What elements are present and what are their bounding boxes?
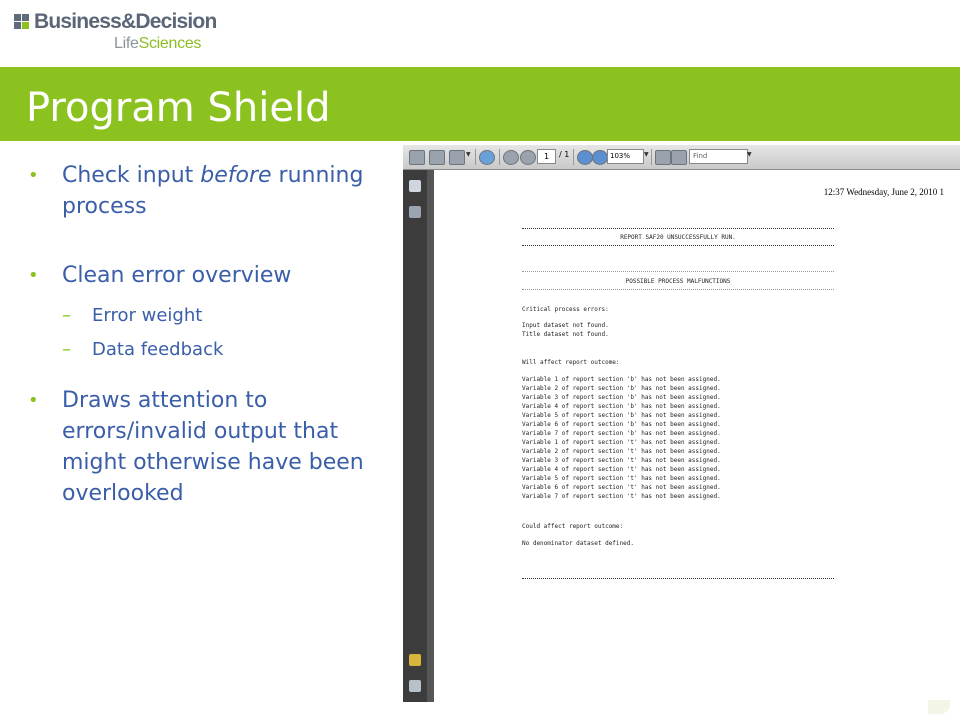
sub-bullet-data-feedback [28, 333, 388, 367]
zoom-select[interactable]: 103% [607, 149, 644, 164]
logo-brand: Business&Decision [34, 10, 217, 33]
bullet-text: Check input [62, 163, 201, 188]
toolbar-divider [475, 149, 476, 165]
report-line: Input dataset not found. [522, 322, 609, 329]
report-line: Variable 3 of report section 'b' has not been assigned. [522, 394, 721, 401]
report-line: Variable 4 of report section 't' has not been assigned. [522, 466, 721, 473]
email-icon[interactable] [449, 150, 465, 165]
chevron-down-icon[interactable]: ▼ [747, 151, 752, 158]
save-icon[interactable] [429, 150, 445, 165]
report-separator [522, 228, 834, 229]
pages-icon[interactable] [409, 180, 421, 192]
print-icon[interactable] [409, 150, 425, 165]
bullet-list [28, 160, 388, 509]
chevron-down-icon[interactable]: ▼ [466, 151, 471, 158]
pdf-page [434, 170, 960, 702]
report-line: Variable 3 of report section 't' has not been assigned. [522, 457, 721, 464]
report-timestamp: 12:37 Wednesday, June 2, 2010 1 [823, 187, 944, 197]
report-line: Variable 7 of report section 't' has not been assigned. [522, 493, 721, 500]
comments-icon[interactable] [409, 654, 421, 666]
slide-corner-decoration [928, 700, 950, 714]
report-line: Variable 2 of report section 'b' has not been assigned. [522, 385, 721, 392]
toolbar-divider [573, 149, 574, 165]
report-line: Variable 6 of report section 'b' has not been assigned. [522, 421, 721, 428]
refresh-icon[interactable] [479, 150, 495, 165]
section-heading: Critical process errors: [522, 306, 609, 313]
sub-bullet-text: Error weight [92, 305, 203, 326]
report-separator [522, 289, 834, 290]
page-number-input[interactable]: 1 [537, 149, 556, 164]
report-line: Variable 1 of report section 't' has not been assigned. [522, 439, 721, 446]
bullet-emphasis: before [200, 163, 272, 188]
report-separator [522, 578, 834, 579]
report-line: No denominator dataset defined. [522, 540, 634, 547]
bullet-clean-error-overview [28, 260, 388, 291]
bullet-text: Clean error overview [62, 263, 292, 288]
logo-sub-prefix: Life [114, 35, 139, 52]
pdf-sidebar [403, 170, 427, 702]
dash-icon: – [62, 339, 71, 360]
find-input[interactable]: Find [689, 149, 748, 164]
bullet-check-input [28, 160, 388, 222]
fit-width-icon[interactable] [671, 150, 687, 165]
pdf-toolbar [403, 145, 960, 170]
zoom-in-icon[interactable] [592, 150, 608, 165]
bullet-dot-icon: • [28, 265, 39, 286]
logo-squares-icon [14, 14, 30, 30]
bullet-draws-attention [28, 385, 388, 509]
report-title: REPORT SAF20 UNSUCCESSFULLY RUN. [620, 234, 736, 241]
report-line: Variable 1 of report section 'b' has not been assigned. [522, 376, 721, 383]
bullet-text: running process [62, 163, 364, 219]
dash-icon: – [62, 305, 71, 326]
section-heading: Could affect report outcome: [522, 523, 624, 530]
pdf-viewer [403, 145, 960, 702]
bullet-text: Draws attention to errors/invalid output that might otherwise have been overlooked [62, 388, 364, 506]
bullet-dot-icon: • [28, 390, 39, 411]
sub-bullet-error-weight [28, 299, 388, 333]
fit-page-icon[interactable] [655, 150, 671, 165]
next-page-icon[interactable] [520, 150, 536, 165]
bullet-dot-icon: • [28, 165, 39, 186]
report-separator [522, 245, 834, 246]
report-line: Variable 5 of report section 'b' has not been assigned. [522, 412, 721, 419]
bookmarks-icon[interactable] [409, 206, 421, 218]
sub-bullet-text: Data feedback [92, 339, 224, 360]
page-total: / 1 [559, 150, 570, 159]
report-separator [522, 271, 834, 272]
logo-sub-accent: Sciences [138, 35, 202, 52]
report-line: Variable 6 of report section 't' has not been assigned. [522, 484, 721, 491]
report-line: Title dataset not found. [522, 331, 609, 338]
report-line: Variable 4 of report section 'b' has not been assigned. [522, 403, 721, 410]
zoom-out-icon[interactable] [577, 150, 593, 165]
report-line: Variable 7 of report section 'b' has not been assigned. [522, 430, 721, 437]
title-bar [0, 67, 960, 141]
section-heading: Will affect report outcome: [522, 359, 620, 366]
report-line: Variable 2 of report section 't' has not been assigned. [522, 448, 721, 455]
chevron-down-icon[interactable]: ▼ [644, 151, 649, 158]
prev-page-icon[interactable] [503, 150, 519, 165]
attachments-icon[interactable] [409, 680, 421, 692]
toolbar-divider [499, 149, 500, 165]
report-subtitle: POSSIBLE PROCESS MALFUNCTIONS [625, 278, 731, 285]
page-title: Program Shield [26, 85, 331, 131]
report-line: Variable 5 of report section 't' has not been assigned. [522, 475, 721, 482]
toolbar-divider [651, 149, 652, 165]
logo-subtitle [114, 35, 201, 53]
